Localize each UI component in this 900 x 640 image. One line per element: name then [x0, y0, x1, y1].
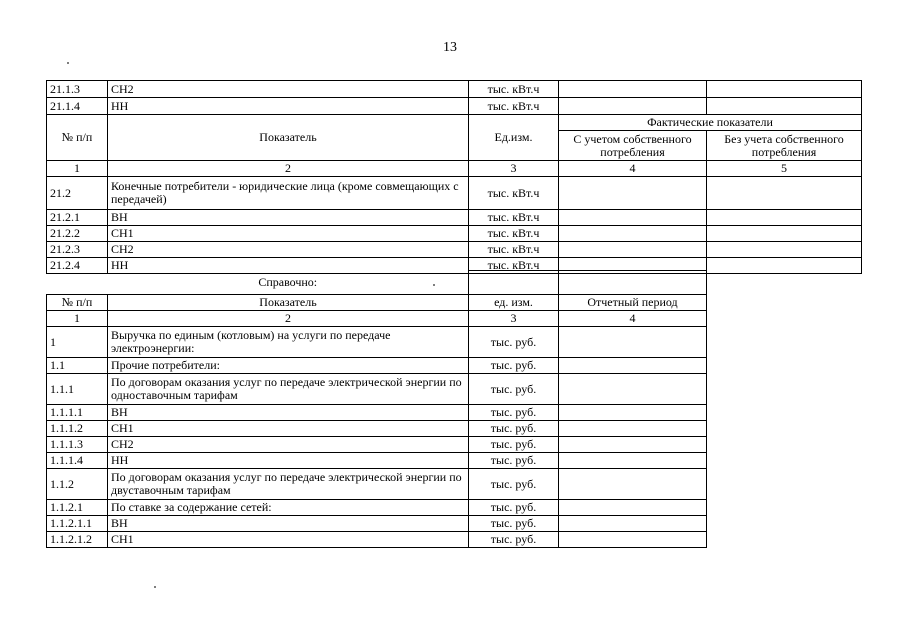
table-row — [47, 437, 707, 453]
row-unit: тыс. руб. — [469, 405, 559, 421]
column-number: 3 — [469, 311, 559, 327]
table-row — [47, 469, 707, 500]
table-row — [47, 500, 707, 516]
row-number: 21.2.2 — [47, 226, 108, 242]
value-cell — [707, 81, 862, 98]
column-number: 4 — [559, 311, 707, 327]
column-number-row — [47, 311, 707, 327]
row-number: 1.1.1.3 — [47, 437, 108, 453]
row-number: 21.2.1 — [47, 210, 108, 226]
row-unit: тыс. руб. — [469, 437, 559, 453]
column-number: 1 — [47, 161, 108, 177]
column-number: 3 — [469, 161, 559, 177]
value-cell — [559, 469, 707, 500]
table-row — [47, 226, 862, 242]
value-cell — [559, 421, 707, 437]
table-row — [47, 358, 707, 374]
row-number: 1.1.2.1.2 — [47, 532, 108, 548]
table-row — [47, 242, 862, 258]
row-unit: тыс. руб. — [469, 453, 559, 469]
row-indicator: СН1 — [108, 226, 469, 242]
row-number: 1.1.1.4 — [47, 453, 108, 469]
row-indicator: Прочие потребители: — [108, 358, 469, 374]
header-indicator: Показатель — [108, 295, 469, 311]
header-row — [47, 115, 862, 131]
energy-consumption-table — [46, 80, 862, 274]
row-indicator: ВН — [108, 210, 469, 226]
column-number: 5 — [707, 161, 862, 177]
row-indicator: По договорам оказания услуг по передаче электрической энергии по одноставочным тарифам — [108, 374, 469, 405]
row-unit: тыс. руб. — [469, 421, 559, 437]
row-number: 21.2.3 — [47, 242, 108, 258]
row-number: 21.1.3 — [47, 81, 108, 98]
row-indicator: НН — [108, 258, 469, 274]
row-number: 1 — [47, 327, 108, 358]
row-indicator: СН1 — [108, 532, 469, 548]
row-unit: тыс. руб. — [469, 532, 559, 548]
row-number: 21.2 — [47, 177, 108, 210]
value-cell — [559, 226, 707, 242]
header-number: № п/п — [47, 115, 108, 161]
row-indicator: НН — [108, 98, 469, 115]
row-unit: тыс. руб. — [469, 374, 559, 405]
row-unit: тыс. руб. — [469, 516, 559, 532]
row-unit: тыс. кВт.ч — [469, 210, 559, 226]
row-number: 1.1.2.1 — [47, 500, 108, 516]
value-cell — [559, 177, 707, 210]
value-cell — [469, 271, 559, 295]
reference-title: Справочно: — [108, 271, 469, 295]
title-row — [47, 271, 707, 295]
header-unit: Ед.изм. — [469, 115, 559, 161]
value-cell — [559, 81, 707, 98]
row-unit: тыс. кВт.ч — [469, 242, 559, 258]
table-row — [47, 210, 862, 226]
row-unit: тыс. руб. — [469, 469, 559, 500]
row-number: 1.1.1 — [47, 374, 108, 405]
value-cell — [559, 516, 707, 532]
column-number-row — [47, 161, 862, 177]
value-cell — [559, 453, 707, 469]
column-number: 2 — [108, 161, 469, 177]
column-number: 2 — [108, 311, 469, 327]
table-row — [47, 177, 862, 210]
table-row — [47, 532, 707, 548]
page-number: 13 — [443, 40, 457, 55]
value-cell — [559, 500, 707, 516]
row-unit: тыс. руб. — [469, 500, 559, 516]
value-cell — [559, 358, 707, 374]
row-indicator: СН1 — [108, 421, 469, 437]
value-cell — [559, 532, 707, 548]
column-number: 4 — [559, 161, 707, 177]
row-unit: тыс. кВт.ч — [469, 81, 559, 98]
row-number: 1.1.1.2 — [47, 421, 108, 437]
row-indicator: По ставке за содержание сетей: — [108, 500, 469, 516]
header-row — [47, 295, 707, 311]
table-row — [47, 405, 707, 421]
value-cell — [707, 242, 862, 258]
value-cell — [559, 242, 707, 258]
row-indicator: Выручка по единым (котловым) на услуги по передаче электроэнергии: — [108, 327, 469, 358]
row-unit: тыс. руб. — [469, 327, 559, 358]
value-cell — [559, 210, 707, 226]
row-unit: тыс. руб. — [469, 358, 559, 374]
row-indicator: По договорам оказания услуг по передаче электрической энергии по двуставочным тарифам — [108, 469, 469, 500]
row-indicator: СН2 — [108, 437, 469, 453]
row-number: 1.1.1.1 — [47, 405, 108, 421]
row-number: 21.1.4 — [47, 98, 108, 115]
scan-speck — [154, 586, 156, 588]
value-cell — [707, 258, 862, 274]
header-without-own-consumption: Без учета собственного потребления — [707, 131, 862, 161]
row-number: 21.2.4 — [47, 258, 108, 274]
value-cell — [559, 271, 707, 295]
header-with-own-consumption: С учетом собственного потребления — [559, 131, 707, 161]
value-cell — [559, 98, 707, 115]
row-number: 1.1 — [47, 358, 108, 374]
row-indicator: СН2 — [108, 242, 469, 258]
row-unit: тыс. кВт.ч — [469, 226, 559, 242]
value-cell — [559, 405, 707, 421]
row-unit: тыс. кВт.ч — [469, 177, 559, 210]
row-unit: тыс. кВт.ч — [469, 258, 559, 274]
table-row — [47, 81, 862, 98]
row-indicator: Конечные потребители - юридические лица (кроме совмещающих с передачей) — [108, 177, 469, 210]
row-indicator: НН — [108, 453, 469, 469]
value-cell — [559, 437, 707, 453]
row-unit: тыс. кВт.ч — [469, 98, 559, 115]
header-number: № п/п — [47, 295, 108, 311]
value-cell — [707, 210, 862, 226]
table-row — [47, 453, 707, 469]
revenue-reference-table — [46, 270, 707, 548]
header-actual-indicators: Фактические показатели — [559, 115, 862, 131]
table-row — [47, 374, 707, 405]
row-indicator: ВН — [108, 405, 469, 421]
table-row — [47, 327, 707, 358]
header-reporting-period: Отчетный период — [559, 295, 707, 311]
value-cell — [559, 327, 707, 358]
header-unit: ед. изм. — [469, 295, 559, 311]
value-cell — [707, 226, 862, 242]
row-indicator: СН2 — [108, 81, 469, 98]
row-number: 1.1.2 — [47, 469, 108, 500]
column-number: 1 — [47, 311, 108, 327]
header-indicator: Показатель — [108, 115, 469, 161]
row-number: 1.1.2.1.1 — [47, 516, 108, 532]
row-indicator: ВН — [108, 516, 469, 532]
value-cell — [707, 98, 862, 115]
table-row — [47, 421, 707, 437]
table-row — [47, 98, 862, 115]
scan-speck — [67, 62, 69, 64]
table-row — [47, 516, 707, 532]
value-cell — [559, 374, 707, 405]
value-cell — [707, 177, 862, 210]
